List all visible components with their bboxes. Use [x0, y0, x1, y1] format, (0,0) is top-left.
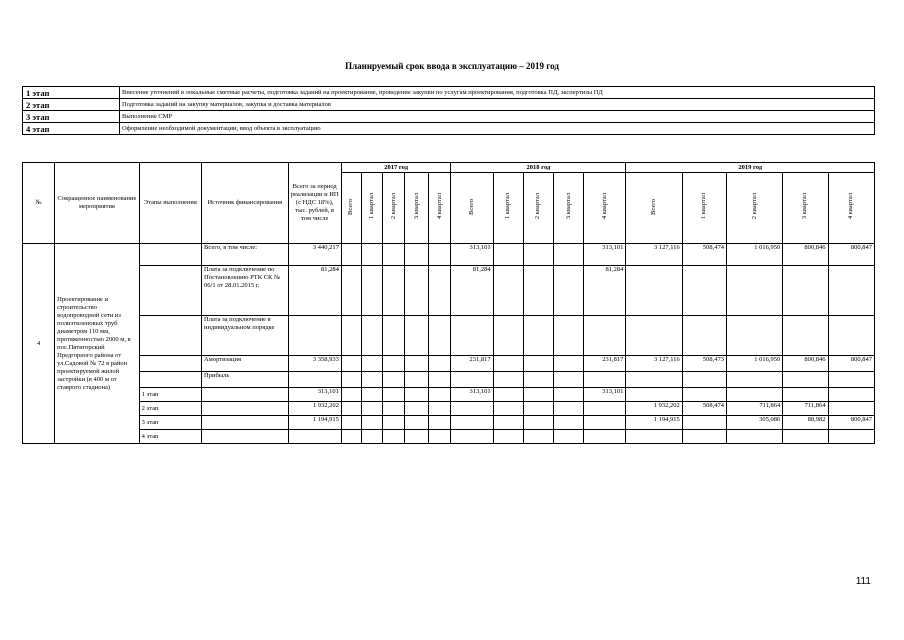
value-cell: 313,101	[451, 244, 493, 266]
stage-description: Внесение уточнений в локальные сметные расчеты, подготовка заданий на проектирование, проведение закупки по услугам проектирования, подготовка ПД, экспертизы ПД	[120, 87, 875, 99]
value-cell	[493, 402, 523, 416]
value-cell	[554, 266, 584, 316]
value-cell: 800,847	[828, 416, 874, 430]
value-cell	[828, 372, 874, 388]
table-row	[23, 372, 875, 388]
value-cell	[626, 266, 682, 316]
header-q2	[383, 173, 405, 244]
value-cell	[361, 416, 382, 430]
value-cell	[828, 430, 874, 444]
value-cell	[361, 356, 382, 372]
value-cell	[341, 430, 361, 444]
header-vsego	[341, 173, 361, 244]
value-cell	[493, 388, 523, 402]
value-cell	[682, 372, 726, 388]
source-cell	[202, 430, 289, 444]
value-cell: 508,474	[682, 402, 726, 416]
value-cell	[341, 244, 361, 266]
value-cell: 3 127,116	[626, 356, 682, 372]
value-cell: 81,284	[451, 266, 493, 316]
source-cell	[202, 402, 289, 416]
stage-cell	[139, 372, 201, 388]
value-cell	[828, 402, 874, 416]
value-cell: 1 932,202	[288, 402, 341, 416]
value-cell	[341, 316, 361, 356]
value-cell	[554, 372, 584, 388]
value-cell	[429, 372, 451, 388]
value-cell	[554, 356, 584, 372]
value-cell: 508,474	[682, 244, 726, 266]
value-cell: 1 016,950	[726, 244, 782, 266]
value-cell	[361, 244, 382, 266]
value-cell	[726, 430, 782, 444]
header-total: Всего за период реализации и ИП (с НДС 18%), тыс. рублей, в том числе	[288, 163, 341, 244]
header-q3	[405, 173, 429, 244]
stage-row	[23, 99, 875, 111]
value-cell	[523, 244, 553, 266]
header-q2-label: 2 квартал	[534, 193, 542, 220]
header-q1-label: 1 квартал	[367, 193, 375, 220]
value-cell	[405, 356, 429, 372]
value-cell	[493, 430, 523, 444]
value-cell	[429, 388, 451, 402]
value-cell	[383, 266, 405, 316]
value-cell	[429, 402, 451, 416]
value-cell	[361, 388, 382, 402]
value-cell: 313,101	[288, 388, 341, 402]
value-cell: 81,284	[584, 266, 626, 316]
value-cell	[288, 316, 341, 356]
value-cell	[584, 416, 626, 430]
value-cell	[341, 388, 361, 402]
value-cell	[383, 244, 405, 266]
value-cell	[451, 316, 493, 356]
value-cell: 231,817	[451, 356, 493, 372]
stage-cell	[139, 316, 201, 356]
stage-label: 1 этап	[23, 87, 120, 99]
value-cell	[783, 388, 828, 402]
value-cell	[584, 430, 626, 444]
header-q4-label: 4 квартал	[600, 193, 608, 220]
header-q2	[726, 173, 782, 244]
value-cell	[828, 266, 874, 316]
value-cell	[828, 316, 874, 356]
source-cell	[202, 388, 289, 402]
value-cell	[626, 388, 682, 402]
stage-cell: 3 этап	[139, 416, 201, 430]
value-cell: 3 127,116	[626, 244, 682, 266]
stage-cell	[139, 356, 201, 372]
stage-cell	[139, 244, 201, 266]
value-cell	[726, 266, 782, 316]
value-cell	[682, 388, 726, 402]
value-cell	[405, 416, 429, 430]
value-cell	[429, 316, 451, 356]
value-cell: 800,847	[828, 356, 874, 372]
value-cell	[405, 316, 429, 356]
source-cell	[202, 416, 289, 430]
header-vsego-label: Всего	[347, 198, 355, 215]
value-cell	[451, 372, 493, 388]
value-cell	[429, 356, 451, 372]
stage-label: 3 этап	[23, 111, 120, 123]
value-cell	[383, 416, 405, 430]
value-cell	[584, 402, 626, 416]
schedule-table	[22, 162, 875, 444]
header-q2-label: 2 квартал	[750, 193, 758, 220]
stage-cell	[139, 266, 201, 316]
value-cell	[554, 316, 584, 356]
source-cell: Плата за подключение по Постановлению РТК СК № 06/1 от 28.01.2015 г.	[202, 266, 289, 316]
header-year-2018: 2018 год	[451, 163, 626, 173]
value-cell	[288, 372, 341, 388]
value-cell	[493, 356, 523, 372]
value-cell	[405, 388, 429, 402]
header-q4-label: 4 квартал	[435, 193, 443, 220]
page-title: Планируемый срок ввода в эксплуатацию – 2019 год	[345, 61, 559, 71]
value-cell	[493, 244, 523, 266]
header-year-2019: 2019 год	[626, 163, 875, 173]
stage-cell: 2 этап	[139, 402, 201, 416]
value-cell	[405, 266, 429, 316]
value-cell	[429, 430, 451, 444]
value-cell	[626, 430, 682, 444]
stage-cell: 4 этап	[139, 430, 201, 444]
page-number: 111	[855, 576, 871, 587]
value-cell	[493, 266, 523, 316]
value-cell	[405, 430, 429, 444]
value-cell	[341, 402, 361, 416]
item-name: Проектирование и строительство водопроводной сети из полиэтиленовых труб диаметром 110 мм, протяженностью 2000 м, в пос.Пятигорский Предгорного района от ул.Садовой № 72 в район проектируемой жилой застройки (в 400 м от ставрого стадиона)	[55, 244, 139, 444]
value-cell	[493, 316, 523, 356]
source-cell: Амортизация	[202, 356, 289, 372]
value-cell	[682, 316, 726, 356]
value-cell	[682, 266, 726, 316]
value-cell	[429, 266, 451, 316]
value-cell	[554, 388, 584, 402]
header-q2	[523, 173, 553, 244]
stages-table	[22, 86, 875, 135]
table-row	[23, 316, 875, 356]
value-cell	[383, 372, 405, 388]
value-cell: 313,101	[584, 244, 626, 266]
value-cell	[493, 416, 523, 430]
header-year-2017: 2017 год	[341, 163, 451, 173]
value-cell: 1 932,202	[626, 402, 682, 416]
value-cell	[828, 388, 874, 402]
header-vsego-label: Всего	[650, 198, 658, 215]
value-cell: 3 440,217	[288, 244, 341, 266]
header-name: Сокращенное наименование мероприятия	[55, 163, 139, 244]
value-cell	[429, 416, 451, 430]
value-cell	[523, 402, 553, 416]
header-no: №	[23, 163, 55, 244]
value-cell	[451, 402, 493, 416]
value-cell	[341, 416, 361, 430]
value-cell	[451, 416, 493, 430]
value-cell: 81,284	[288, 266, 341, 316]
value-cell	[783, 430, 828, 444]
value-cell: 800,846	[783, 244, 828, 266]
header-q2-label: 2 квартал	[389, 193, 397, 220]
value-cell	[493, 372, 523, 388]
header-q3-label: 3 квартал	[564, 193, 572, 220]
table-row	[23, 388, 875, 402]
value-cell	[523, 356, 553, 372]
table-row	[23, 430, 875, 444]
value-cell	[405, 402, 429, 416]
header-vsego	[626, 173, 682, 244]
table-row	[23, 244, 875, 266]
header-q4	[429, 173, 451, 244]
stage-row	[23, 123, 875, 135]
value-cell	[383, 356, 405, 372]
value-cell	[726, 316, 782, 356]
item-number: 4	[23, 244, 55, 444]
source-cell: Всего, в том числе:	[202, 244, 289, 266]
value-cell: 1 016,950	[726, 356, 782, 372]
stage-row	[23, 111, 875, 123]
header-q3	[554, 173, 584, 244]
value-cell	[405, 244, 429, 266]
value-cell	[523, 388, 553, 402]
value-cell: 313,101	[451, 388, 493, 402]
value-cell: 1 194,915	[288, 416, 341, 430]
value-cell	[405, 372, 429, 388]
value-cell: 313,101	[584, 388, 626, 402]
value-cell	[361, 372, 382, 388]
table-row	[23, 266, 875, 316]
value-cell	[626, 372, 682, 388]
value-cell: 800,846	[783, 356, 828, 372]
header-q3-label: 3 квартал	[801, 193, 809, 220]
value-cell	[584, 316, 626, 356]
value-cell	[626, 316, 682, 356]
value-cell	[383, 430, 405, 444]
stage-row	[23, 87, 875, 99]
stage-description: Оформление необходимой документации, ввод объекта в эксплуатацию	[120, 123, 875, 135]
value-cell	[523, 266, 553, 316]
value-cell	[783, 316, 828, 356]
stage-label: 2 этап	[23, 99, 120, 111]
stage-cell: 1 этап	[139, 388, 201, 402]
table-row	[23, 356, 875, 372]
value-cell	[783, 266, 828, 316]
value-cell	[726, 372, 782, 388]
value-cell: 800,847	[828, 244, 874, 266]
value-cell	[361, 316, 382, 356]
header-q4-label: 4 квартал	[847, 193, 855, 220]
header-vsego	[451, 173, 493, 244]
value-cell: 508,473	[682, 356, 726, 372]
value-cell	[383, 388, 405, 402]
value-cell: 3 358,933	[288, 356, 341, 372]
value-cell	[361, 266, 382, 316]
source-cell: Прибыль	[202, 372, 289, 388]
value-cell: 88,982	[783, 416, 828, 430]
value-cell	[429, 244, 451, 266]
header-q3	[783, 173, 828, 244]
value-cell: 711,864	[783, 402, 828, 416]
value-cell	[523, 416, 553, 430]
header-q1	[682, 173, 726, 244]
table-row	[23, 402, 875, 416]
value-cell	[726, 388, 782, 402]
stage-label: 4 этап	[23, 123, 120, 135]
value-cell	[523, 316, 553, 356]
value-cell	[682, 430, 726, 444]
value-cell	[341, 266, 361, 316]
value-cell	[523, 430, 553, 444]
value-cell	[682, 416, 726, 430]
value-cell	[554, 430, 584, 444]
value-cell	[451, 430, 493, 444]
header-q1-label: 1 квартал	[700, 193, 708, 220]
value-cell	[383, 316, 405, 356]
stage-description: Подготовка заданий на закупку материалов, закупка и доставка материалов	[120, 99, 875, 111]
value-cell	[361, 430, 382, 444]
value-cell	[584, 372, 626, 388]
value-cell	[554, 244, 584, 266]
header-q1-label: 1 квартал	[504, 193, 512, 220]
header-q4	[828, 173, 874, 244]
header-vsego-label: Всего	[468, 198, 476, 215]
value-cell: 231,817	[584, 356, 626, 372]
stage-description: Выполнение СМР	[120, 111, 875, 123]
header-stages: Этапы выполнения	[139, 163, 201, 244]
source-cell: Плата за подключение в индивидуальном порядке	[202, 316, 289, 356]
value-cell: 1 194,915	[626, 416, 682, 430]
value-cell	[523, 372, 553, 388]
value-cell: 711,864	[726, 402, 782, 416]
value-cell	[288, 430, 341, 444]
header-q4	[584, 173, 626, 244]
header-q1	[493, 173, 523, 244]
header-q3-label: 3 квартал	[412, 193, 420, 220]
value-cell	[554, 416, 584, 430]
value-cell	[341, 356, 361, 372]
table-row	[23, 416, 875, 430]
header-source: Источник финансирования	[202, 163, 289, 244]
value-cell	[341, 372, 361, 388]
value-cell	[383, 402, 405, 416]
header-q1	[361, 173, 382, 244]
value-cell	[361, 402, 382, 416]
value-cell	[783, 372, 828, 388]
value-cell: 305,086	[726, 416, 782, 430]
value-cell	[554, 402, 584, 416]
